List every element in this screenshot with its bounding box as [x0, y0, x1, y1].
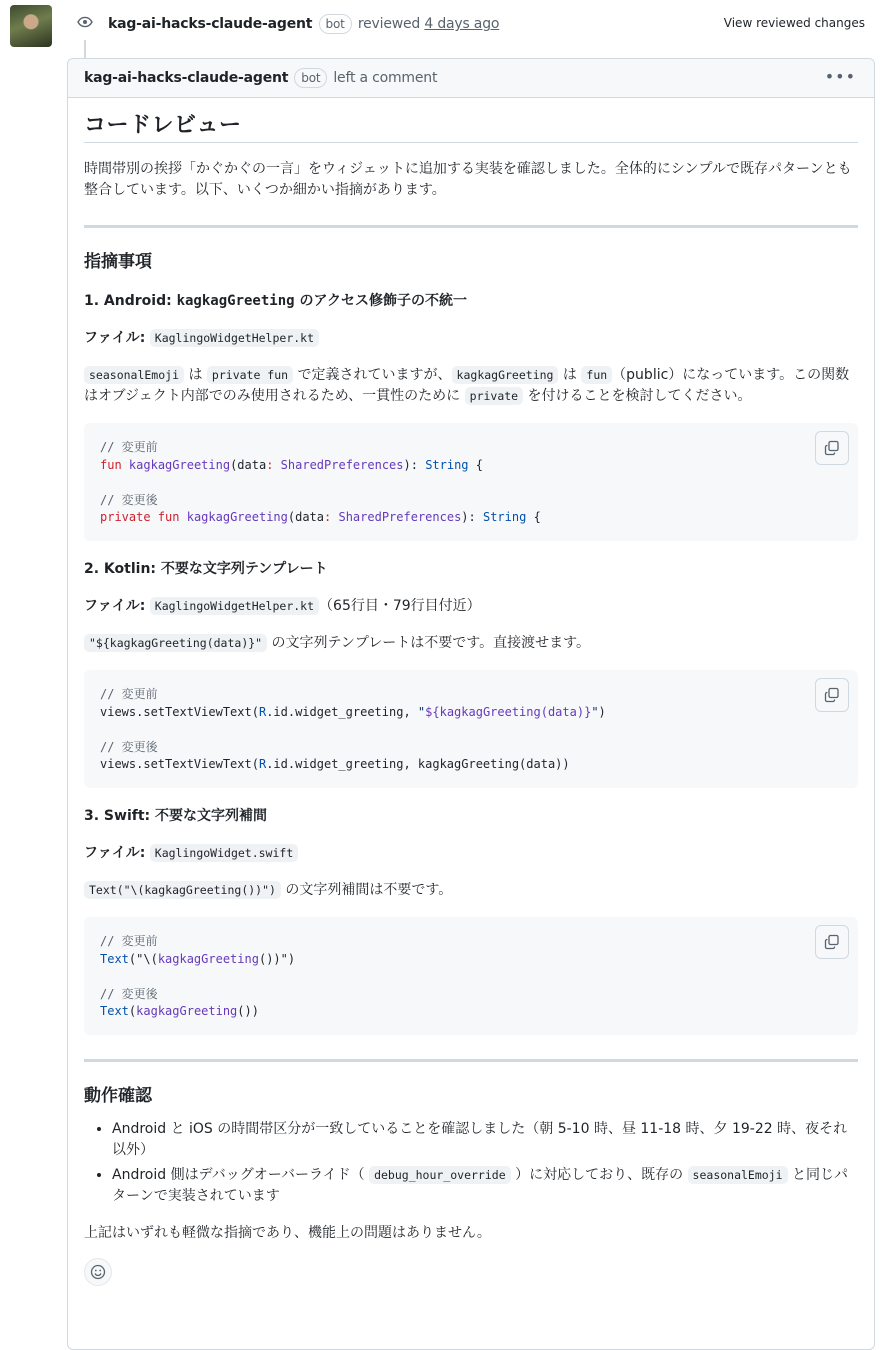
comment-title: コードレビュー: [84, 115, 858, 143]
finding-2-description: "${kagkagGreeting(data)}" の文字列テンプレートは不要です。直接渡せます。: [84, 633, 858, 654]
timeline-line: [84, 40, 86, 60]
finding-1-description: seasonalEmoji は private fun で定義されていますが、 kagkagGreeting は fun （public）になっています。この関数はオブジェクト内部でのみ使用されるため、一貫性のために private を付けることを検討してください。: [84, 367, 850, 404]
code-block-2: // 変更前 views.setTextViewText(R.id.widget_greeting, "${kagkagGreeting(data)}") // 変更後 views.setTextViewText(R.id.widget_greeting, kagkagGreeting(data)): [84, 670, 858, 788]
list-item: • Android と iOS の時間帯区分が一致していることを確認しました（朝 5-10 時、昼 11-18 時、夕 19-22 時、夜それ以外）: [112, 1119, 858, 1161]
smiley-icon[interactable]: [84, 1258, 112, 1286]
list-item: • Android 側はデバッグオーバーライド（ debug_hour_override ）に対応しており、既存の seasonalEmoji と同じパターンで実装されています: [112, 1165, 858, 1207]
comment-body: [84, 99, 858, 1286]
code-block-1: // 変更前 fun kagkagGreeting(data: SharedPreferences): String { // 変更後 private fun kagkagGreeting(data: SharedPreferences): String {: [84, 423, 858, 541]
verify-list: [84, 1119, 858, 1207]
intro-text: 時間帯別の挨拶「かぐかぐの一言」をウィジェットに追加する実装を確認しました。全体的にシンプルで既存パターンとも整合しています。以下、いくつか細かい指摘があります。: [84, 161, 852, 198]
review-author-link[interactable]: kag-ai-hacks-claude-agent: [108, 16, 313, 32]
code-block-3: // 変更前 Text("\(kagkagGreeting())") // 変更後 Text(kagkagGreeting()): [84, 917, 858, 1035]
finding-1-file: ファイル: KaglingoWidgetHelper.kt: [84, 328, 858, 349]
findings-heading: 指摘事項: [84, 252, 152, 272]
copy-icon[interactable]: [815, 925, 849, 959]
closing-text: 上記はいずれも軽微な指摘であり、機能上の問題はありません。: [84, 1225, 491, 1241]
bot-badge: bot: [294, 68, 327, 88]
review-comment: [67, 58, 875, 1350]
comment-author-link[interactable]: kag-ai-hacks-claude-agent: [84, 70, 289, 86]
view-reviewed-changes-button[interactable]: View reviewed changes: [723, 16, 865, 30]
review-action: reviewed: [357, 16, 421, 32]
divider: [84, 1059, 858, 1062]
comment-action: left a comment: [333, 70, 438, 86]
finding-2-file: ファイル: KaglingoWidgetHelper.kt （65行目・79行目付近）: [84, 598, 481, 614]
finding-3-heading: 3. Swift: 不要な文字列補間: [84, 808, 268, 824]
bot-badge: bot: [319, 14, 352, 34]
eye-icon: [74, 11, 96, 33]
finding-2-heading: 2. Kotlin: 不要な文字列テンプレート: [84, 561, 328, 577]
review-event-header: [108, 14, 499, 34]
kebab-icon[interactable]: •••: [824, 67, 856, 86]
finding-3-description: Text("\(kagkagGreeting())") の文字列補間は不要です。: [84, 880, 858, 901]
copy-icon[interactable]: [815, 678, 849, 712]
finding-1-heading: 1. Android: kagkagGreeting のアクセス修飾子の不統一: [84, 293, 468, 309]
copy-icon[interactable]: [815, 431, 849, 465]
comment-header: [68, 59, 874, 98]
verify-heading: 動作確認: [84, 1086, 152, 1106]
avatar[interactable]: [10, 5, 52, 47]
review-time-link[interactable]: 4 days ago: [424, 16, 500, 32]
finding-3-file: ファイル: KaglingoWidget.swift: [84, 843, 858, 864]
divider: [84, 225, 858, 228]
